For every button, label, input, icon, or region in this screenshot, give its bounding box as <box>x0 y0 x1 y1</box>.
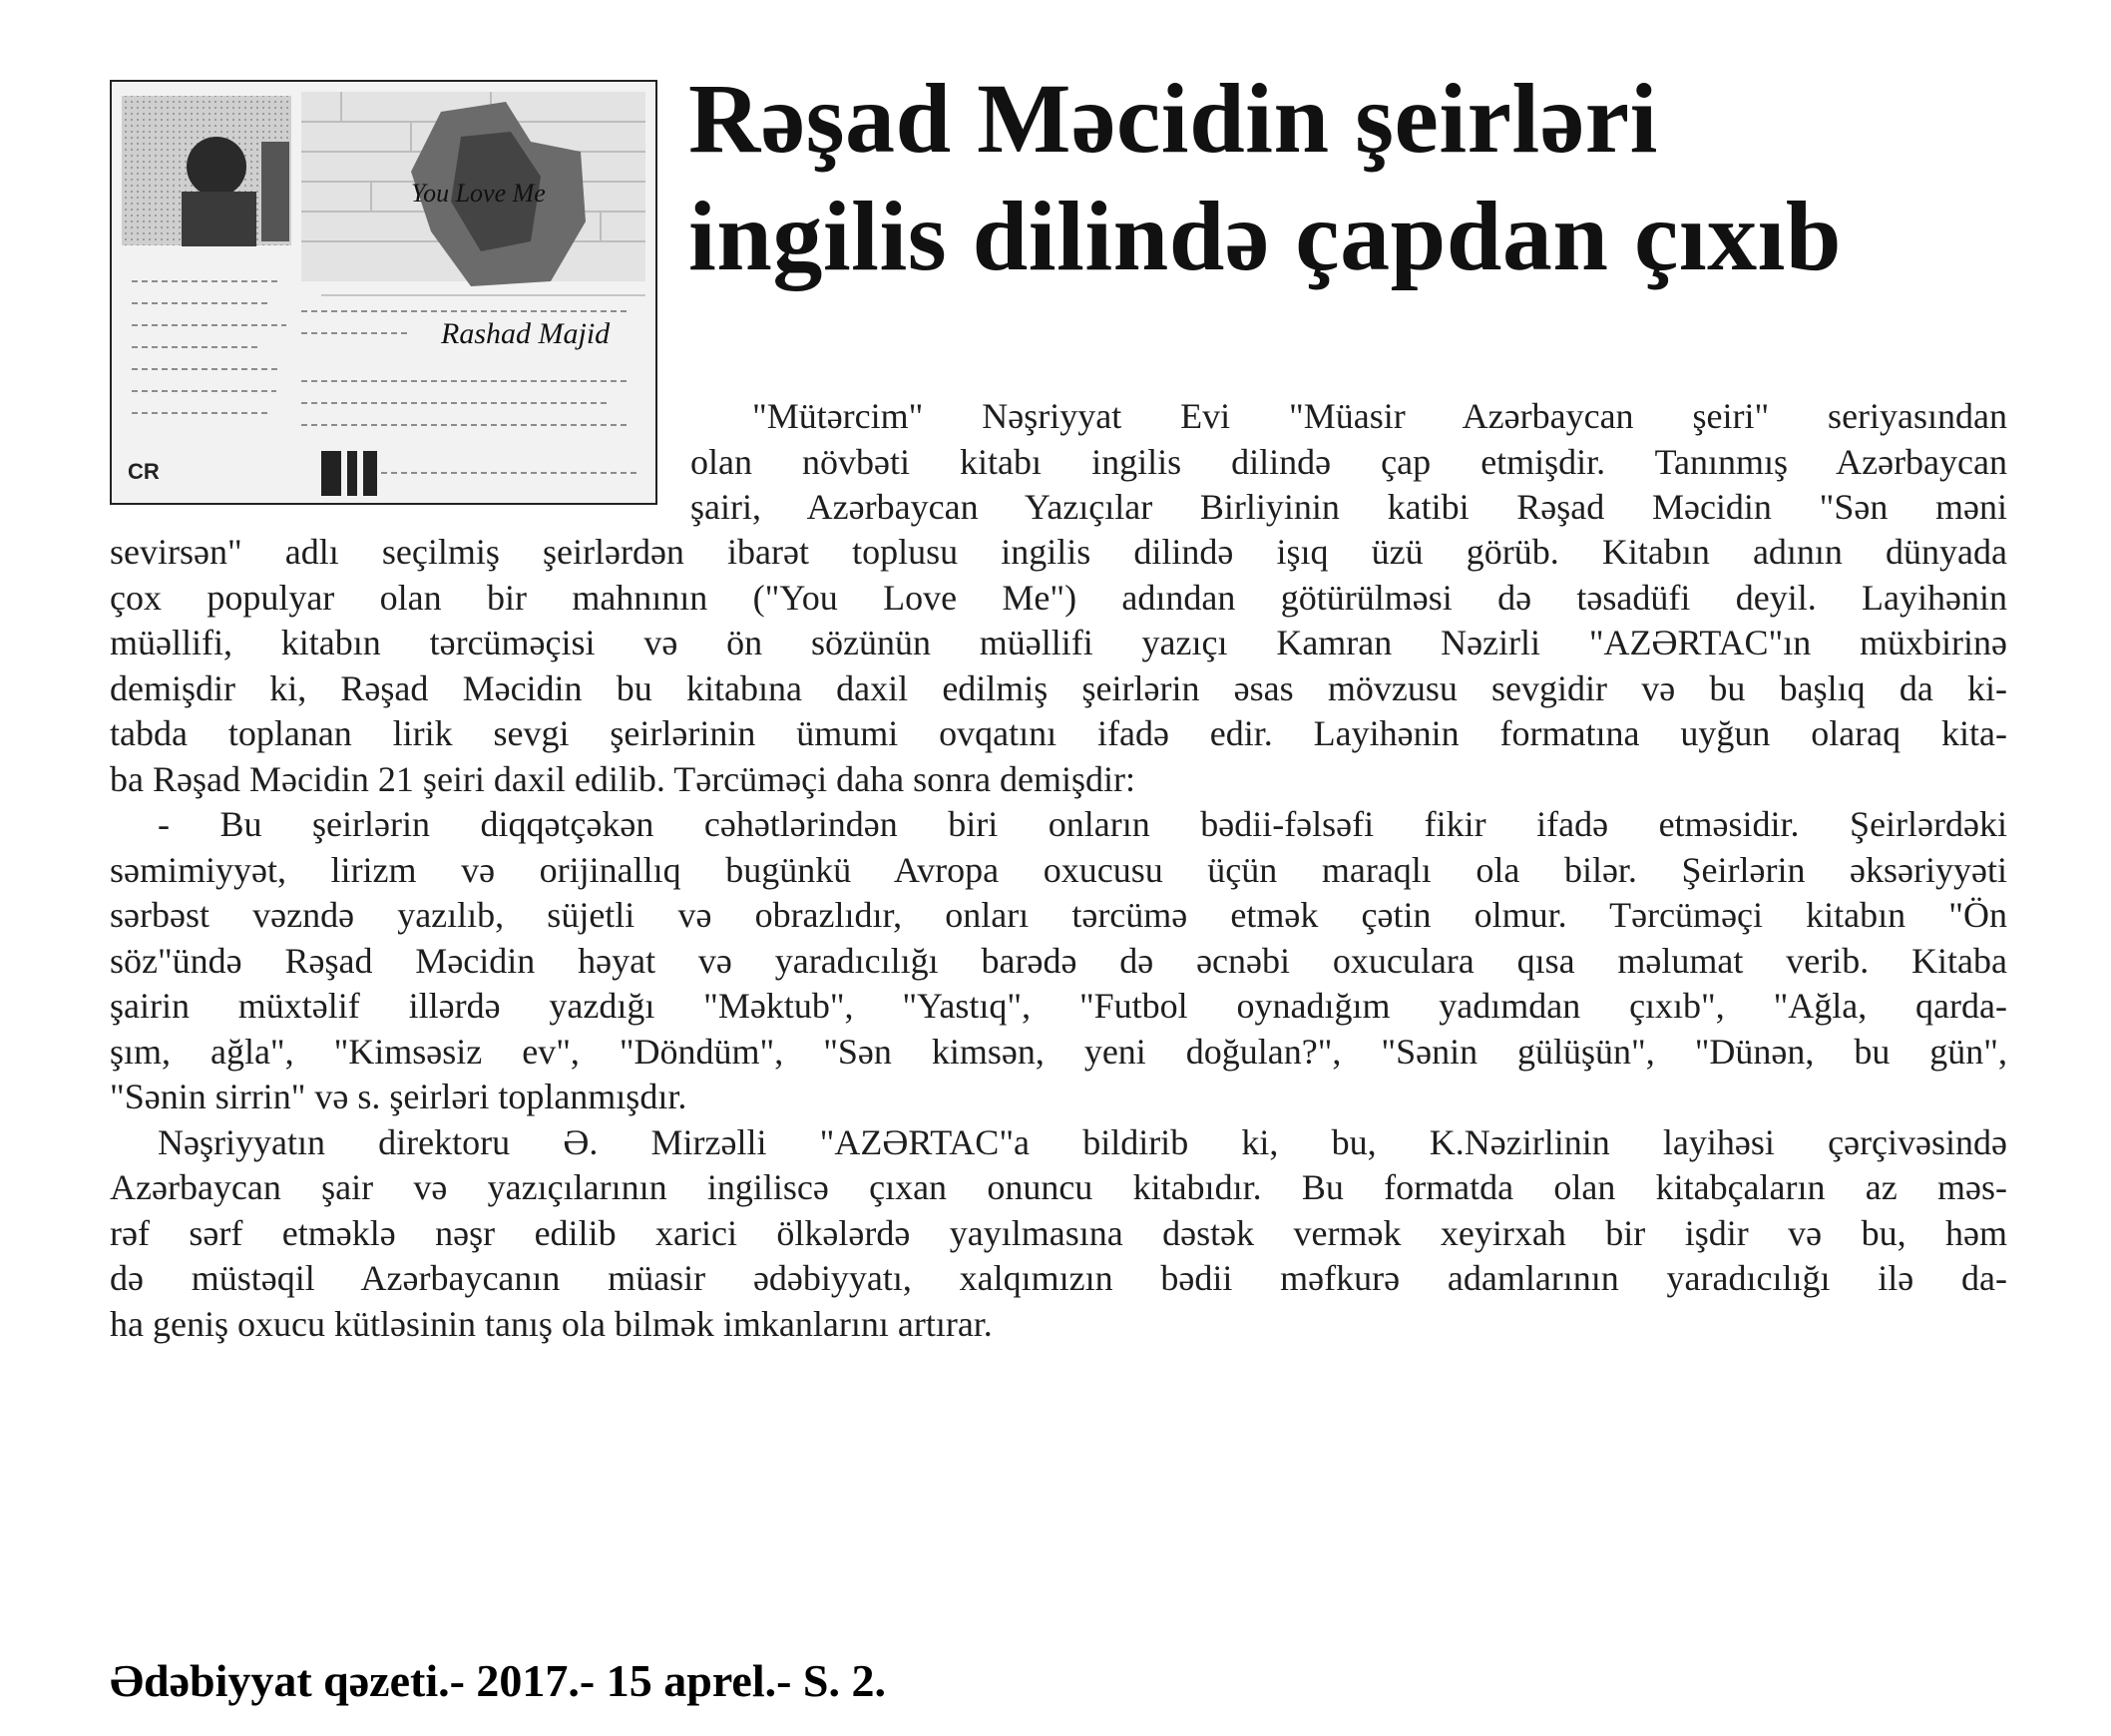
article-line: şairin müxtəlif illərdə yazdığı "Məktub", "Yastıq", "Futbol oynadığım yadımdan çıxıb", "Ağla, qarda- <box>110 986 2007 1026</box>
article-line: səmimiyyət, lirizm və orijinallıq bugünkü Avropa oxucusu üçün maraqlı ola bilər. Şeirlərin əksəriyyəti <box>110 849 2007 890</box>
article-line: "Sənin sirrin" və s. şeirləri toplanmışdır. <box>110 1077 687 1116</box>
article-line: ba Rəşad Məcidin 21 şeiri daxil edilib. Tərcüməçi daha sonra demişdir: <box>110 758 1136 799</box>
headline-line: ingilis dilində çapdan çıxıb <box>688 181 1843 291</box>
article-line: "Mütərcim" Nəşriyyat Evi "Müasir Azərbaycan şeiri" seriyasından <box>752 396 2007 436</box>
article-line: ha geniş oxucu kütləsinin tanış ola bilmək imkanlarını artırar. <box>110 1303 993 1344</box>
article-line: də müstəqil Azərbaycanın müasir ədəbiyyatı, xalqımızın bədii məfkurə adamlarının yaradıcılığı ilə da- <box>110 1258 2007 1298</box>
article-line: Azərbaycan şair və yazıçılarının ingiliscə çıxan onuncu kitabıdır. Bu formatda olan kitabçaların az məs- <box>110 1167 2007 1207</box>
book-cover-photo <box>110 80 657 505</box>
article-line: tabda toplanan lirik sevgi şeirlərinin ümumi ovqatını ifadə edir. Layihənin formatına uyğun olaraq kita- <box>110 713 2007 753</box>
source-citation: Ədəbiyyat qəzeti.- 2017.- 15 aprel.- S. 2. <box>110 1655 887 1706</box>
article-line: - Bu şeirlərin diqqətçəkən cəhətlərindən biri onların bədii-fəlsəfi fikir ifadə etməsidir. Şeirlərdəki <box>158 804 2007 844</box>
headline-line: Rəşad Məcidin şeirləri <box>688 63 1658 174</box>
article-line: rəf sərf etməklə nəşr edilib xarici ölkələrdə yayılmasına dəstək vermək xeyirxah bir işdir və bu, həm <box>110 1212 2007 1253</box>
article-line: sərbəst vəzndə yazılıb, süjetli və obrazlıdır, onları tərcümə etmək çətin olmur. Tərcüməçi kitabın "Ön <box>110 895 2007 935</box>
article-line: söz"ündə Rəşad Məcidin həyat və yaradıcılığı barədə də əcnəbi oxuculara qısa məlumat verib. Kitaba <box>110 940 2007 981</box>
article-line: şım, ağla", "Kimsəsiz ev", "Döndüm", "Sən kimsən, yeni doğulan?", "Sənin gülüşün", "Dünən, bu gün", <box>110 1031 2007 1072</box>
cover-author-signature: Rashad Majid <box>441 317 611 350</box>
article-line: Nəşriyyatın direktoru Ə. Mirzəlli "AZƏRTAC"a bildirib ki, bu, K.Nəzirlinin layihəsi çərçivəsində <box>158 1121 2007 1162</box>
article-line: sevirsən" adlı seçilmiş şeirlərdən ibarət toplusu ingilis dilində işıq üzü görüb. Kitabın adının dünyada <box>110 532 2007 572</box>
article-body <box>110 530 2007 1347</box>
article-line: demişdir ki, Rəşad Məcidin bu kitabına daxil edilmiş şeirlərin əsas mövzusu sevgidir və bu başlıq da ki- <box>110 667 2007 708</box>
article-line: olan növbəti kitabı ingilis dilində çap etmişdir. Tanınmış Azərbaycan <box>690 441 2007 482</box>
svg-text:CR: CR <box>128 459 160 484</box>
cover-series-title: You Love Me <box>411 179 546 208</box>
article-line: çox populyar olan bir mahnının ("You Love Me") adından götürülməsi də təsadüfi deyil. Layihənin <box>110 577 2007 618</box>
article-headline <box>688 60 2025 295</box>
article-intro <box>690 394 2007 531</box>
article-line: şairi, Azərbaycan Yazıçılar Birliyinin katibi Rəşad Məcidin "Sən məni <box>690 487 2007 527</box>
article-line: müəllifi, kitabın tərcüməçisi və ön sözünün müəllifi yazıçı Kamran Nəzirli "AZƏRTAC"ın müxbirinə <box>110 623 2007 662</box>
